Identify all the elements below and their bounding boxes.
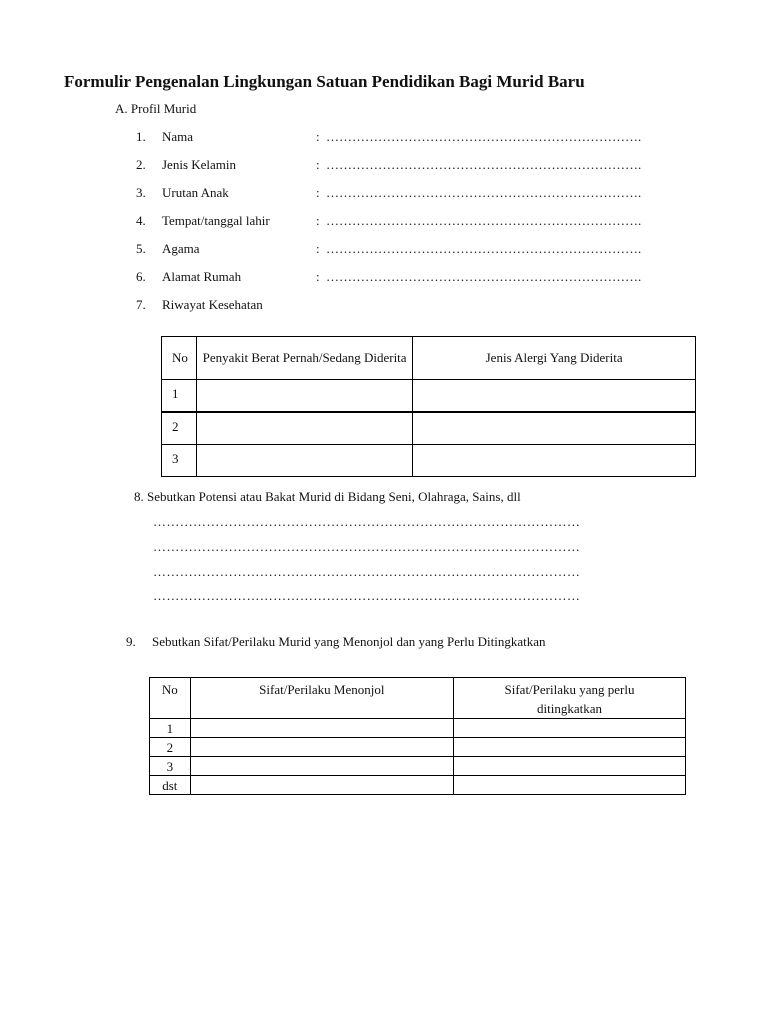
table-cell-perlu-ditingkatkan[interactable]	[453, 738, 685, 757]
table-cell-penyakit[interactable]	[196, 445, 412, 477]
health-history-table	[161, 336, 696, 477]
question-9-number: 9.	[126, 634, 136, 649]
table-cell-perlu-ditingkatkan[interactable]	[453, 776, 685, 795]
field-label-jenis-kelamin: Jenis Kelamin	[162, 157, 237, 172]
table-row	[150, 719, 686, 738]
table-header-row	[150, 678, 686, 719]
field-label-tempat-tanggal-lahir: Tempat/tanggal lahir	[162, 213, 270, 228]
field-number: 1.	[136, 129, 146, 144]
answer-line[interactable]: ……………………………………………………………………………………	[153, 588, 581, 603]
table-cell-menonjol[interactable]	[190, 757, 453, 776]
field-blank-tempat-tanggal-lahir[interactable]: ……………………………………………………………….	[326, 213, 642, 228]
field-colon: :	[316, 269, 320, 284]
row-number: 1	[150, 719, 191, 738]
section-a-heading: A. Profil Murid	[115, 101, 197, 116]
row-number: dst	[150, 776, 191, 795]
table-cell-alergi[interactable]	[413, 445, 696, 477]
field-label-riwayat-kesehatan: Riwayat Kesehatan	[162, 297, 263, 312]
table-row	[150, 738, 686, 757]
answer-line[interactable]: ……………………………………………………………………………………	[153, 564, 581, 579]
table-cell-menonjol[interactable]	[190, 719, 453, 738]
field-blank-jenis-kelamin[interactable]: ……………………………………………………………….	[326, 157, 642, 172]
field-label-agama: Agama	[162, 241, 200, 256]
field-blank-alamat-rumah[interactable]: ……………………………………………………………….	[326, 269, 642, 284]
row-number: 3	[162, 445, 197, 477]
row-number: 2	[150, 738, 191, 757]
table-cell-alergi[interactable]	[413, 412, 696, 445]
row-number: 1	[162, 380, 197, 413]
field-blank-urutan-anak[interactable]: ……………………………………………………………….	[326, 185, 642, 200]
field-colon: :	[316, 185, 320, 200]
column-header-no: No	[162, 337, 197, 380]
table-cell-menonjol[interactable]	[190, 776, 453, 795]
table-row	[162, 380, 696, 413]
field-blank-nama[interactable]: ……………………………………………………………….	[326, 129, 642, 144]
question-8-text: 8. Sebutkan Potensi atau Bakat Murid di Bidang Seni, Olahraga, Sains, dll	[134, 489, 521, 504]
field-label-urutan-anak: Urutan Anak	[162, 185, 229, 200]
table-row	[162, 445, 696, 477]
field-number: 2.	[136, 157, 146, 172]
field-colon: :	[316, 213, 320, 228]
column-header-menonjol: Sifat/Perilaku Menonjol	[190, 678, 453, 719]
field-colon: :	[316, 129, 320, 144]
column-header-penyakit: Penyakit Berat Pernah/Sedang Diderita	[196, 337, 412, 380]
table-cell-alergi[interactable]	[413, 380, 696, 413]
column-header-alergi: Jenis Alergi Yang Diderita	[413, 337, 696, 380]
question-9-text: Sebutkan Sifat/Perilaku Murid yang Menonjol dan yang Perlu Ditingkatkan	[152, 634, 546, 649]
field-blank-agama[interactable]: ……………………………………………………………….	[326, 241, 642, 256]
page-title: Formulir Pengenalan Lingkungan Satuan Pendidikan Bagi Murid Baru	[64, 72, 585, 91]
trait-table	[149, 677, 686, 795]
column-header-text: Sifat/Perilaku yang perlu ditingkatkan	[504, 682, 635, 716]
table-cell-perlu-ditingkatkan[interactable]	[453, 757, 685, 776]
table-header-row	[162, 337, 696, 380]
field-label-nama: Nama	[162, 129, 194, 144]
field-number: 3.	[136, 185, 146, 200]
table-cell-penyakit[interactable]	[196, 412, 412, 445]
field-label-alamat-rumah: Alamat Rumah	[162, 269, 242, 284]
question-9	[126, 634, 546, 650]
table-row	[162, 412, 696, 445]
field-number: 4.	[136, 213, 146, 228]
field-number: 7.	[136, 297, 146, 312]
table-row	[150, 757, 686, 776]
field-colon: :	[316, 157, 320, 172]
table-row	[150, 776, 686, 795]
table-cell-perlu-ditingkatkan[interactable]	[453, 719, 685, 738]
field-number: 6.	[136, 269, 146, 284]
table-cell-penyakit[interactable]	[196, 380, 412, 413]
answer-line[interactable]: ……………………………………………………………………………………	[153, 539, 581, 554]
table-cell-menonjol[interactable]	[190, 738, 453, 757]
row-number: 2	[162, 412, 197, 445]
row-number: 3	[150, 757, 191, 776]
field-colon: :	[316, 241, 320, 256]
column-header-no: No	[150, 678, 191, 719]
answer-line[interactable]: ……………………………………………………………………………………	[153, 514, 581, 529]
column-header-perlu-ditingkatkan	[453, 678, 685, 719]
field-number: 5.	[136, 241, 146, 256]
